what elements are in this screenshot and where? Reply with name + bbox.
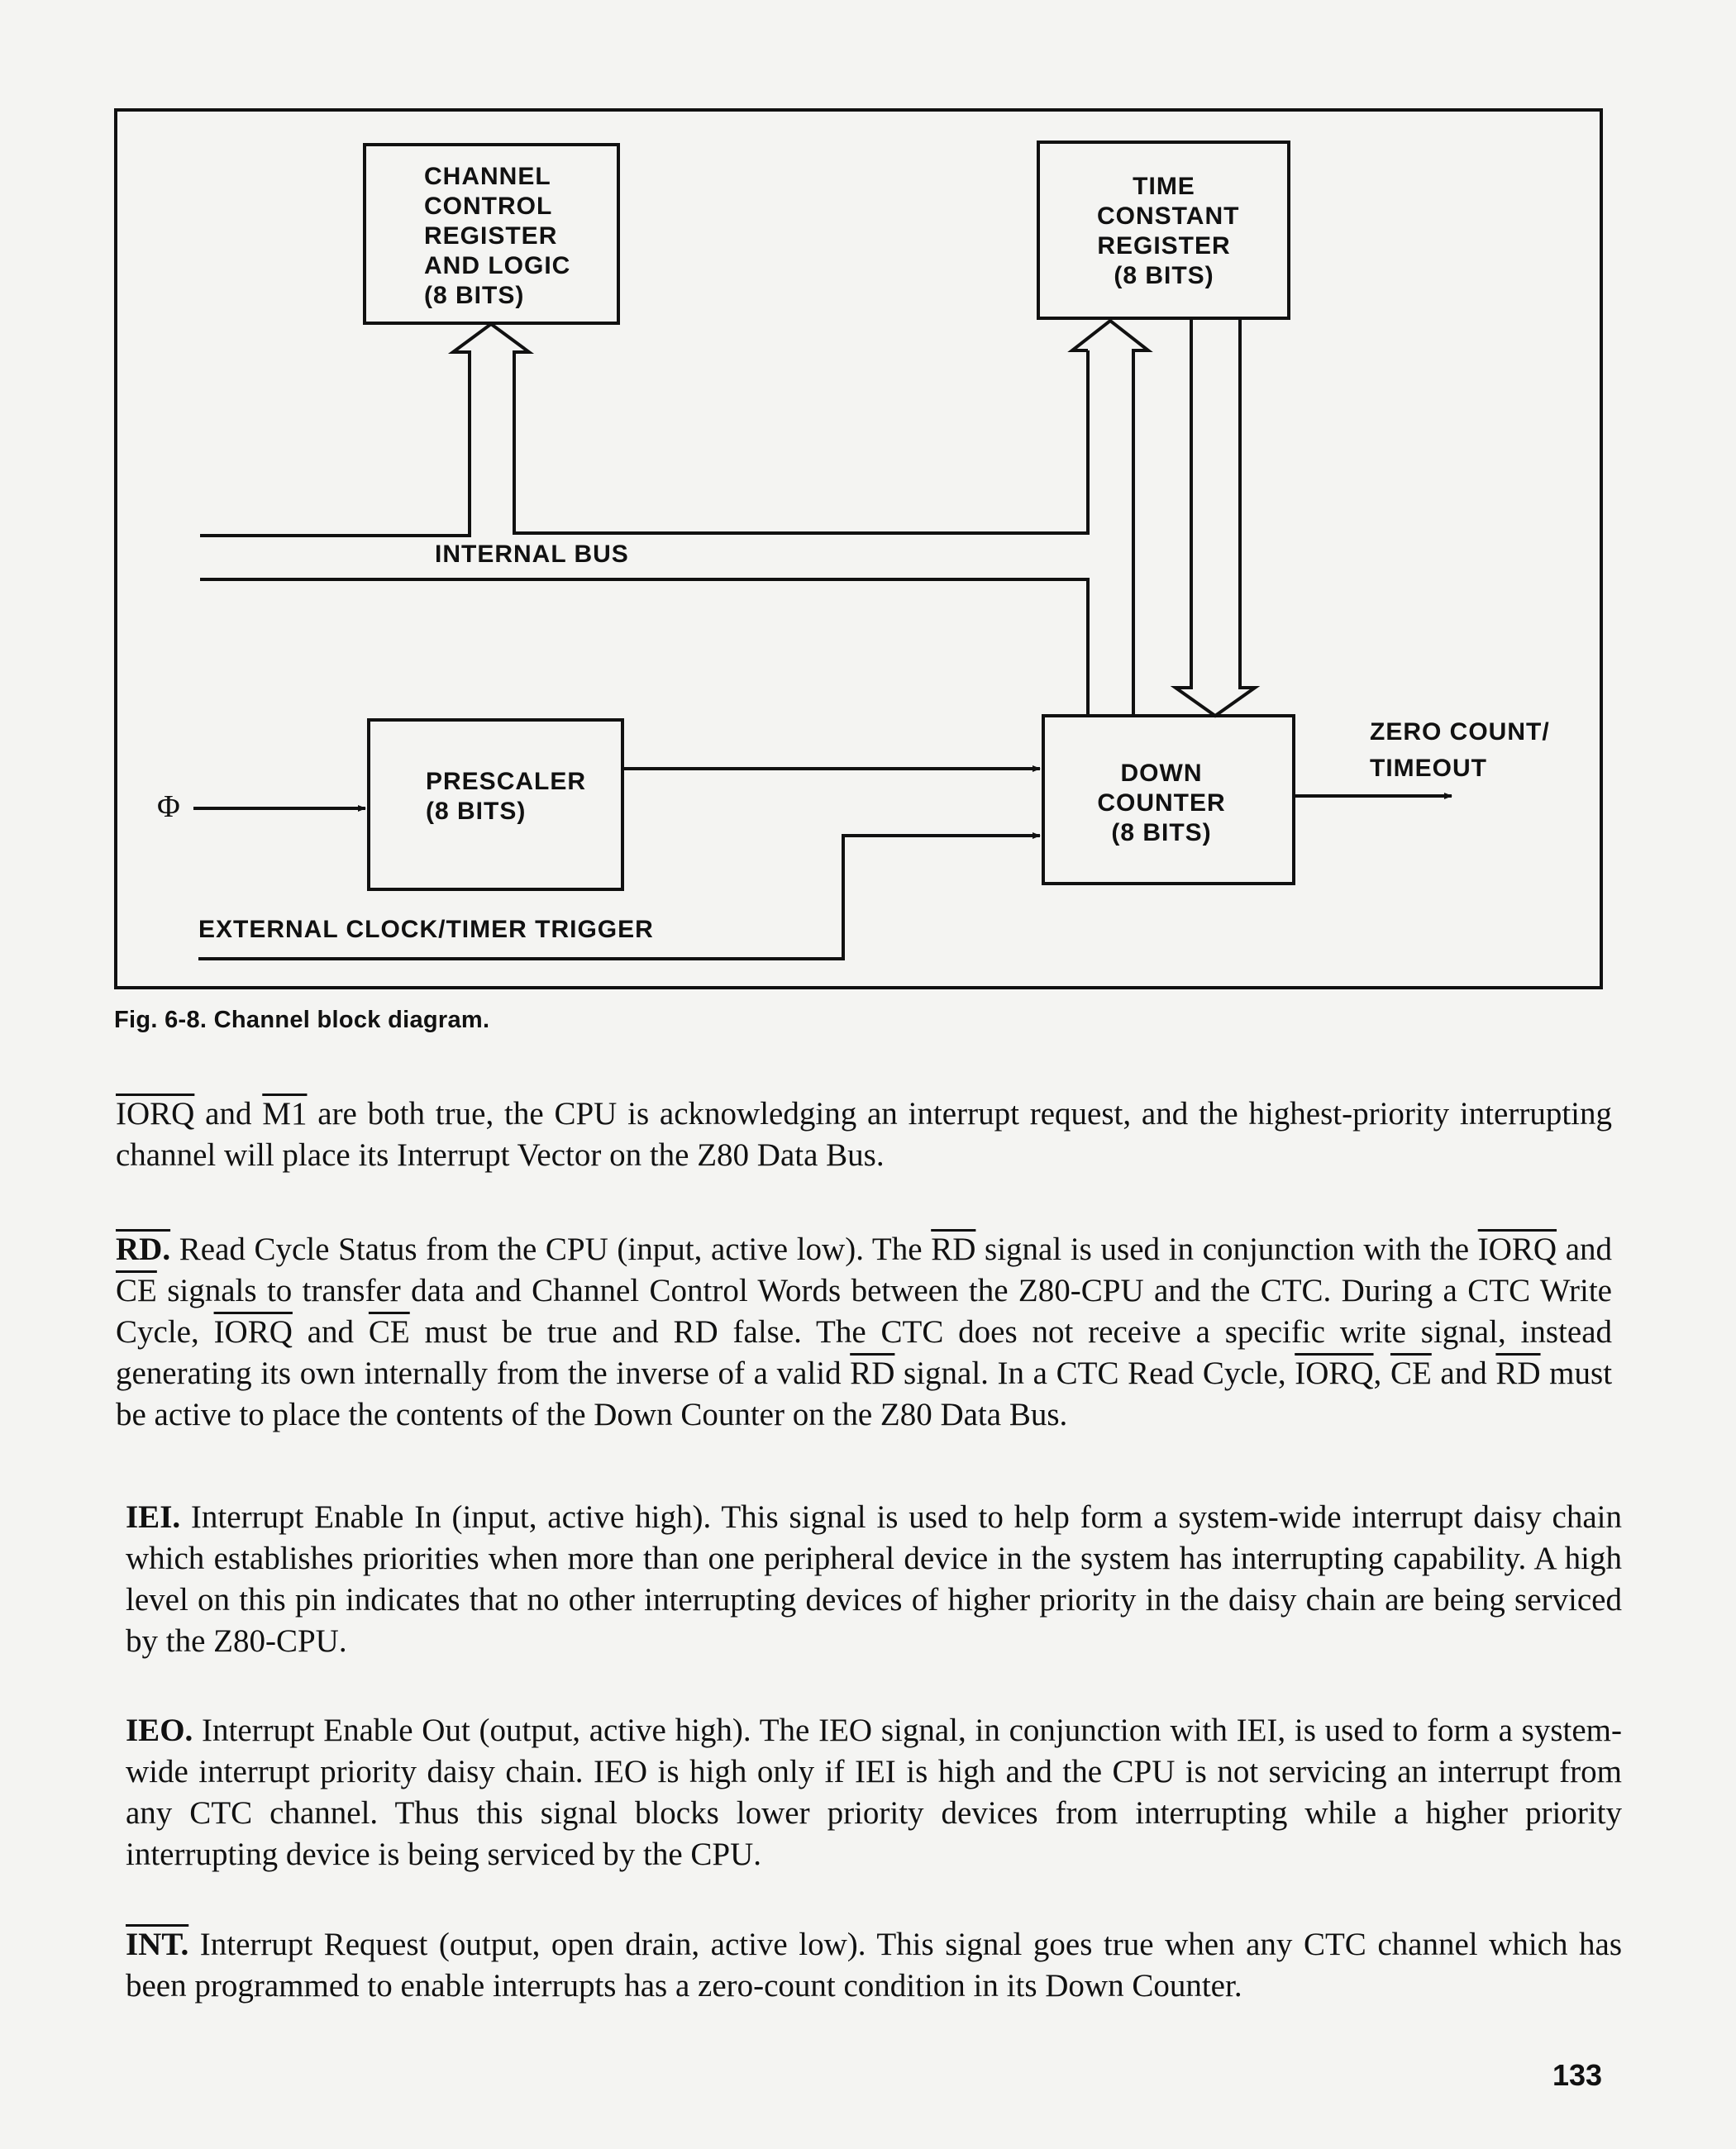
text-run: Read Cycle Status from the CPU (input, active low). The xyxy=(170,1232,932,1267)
block-line: REGISTER xyxy=(424,222,558,250)
rd-signal: $\overline{RD}$ xyxy=(1495,1356,1541,1391)
paragraph-text xyxy=(116,1094,1612,1176)
prescaler-block-label xyxy=(426,767,586,827)
figure-caption: Fig. 6-8. Channel block diagram. xyxy=(114,1007,490,1033)
text-run: and xyxy=(1431,1356,1496,1391)
iei-term: IEI. xyxy=(126,1499,181,1535)
text-run: , xyxy=(1373,1356,1390,1391)
diagram-frame xyxy=(116,110,1601,988)
text-run: and xyxy=(1557,1232,1613,1267)
block-line: AND LOGIC xyxy=(424,252,571,279)
block-line: COUNTER xyxy=(1097,789,1226,817)
down-counter-block-label xyxy=(1091,759,1232,848)
channel-control-block-label xyxy=(424,162,570,311)
block-line: CONTROL xyxy=(424,193,553,220)
ieo-term: IEO. xyxy=(126,1713,193,1748)
block-line: TIME xyxy=(1133,173,1195,200)
diagram-lines xyxy=(0,0,1736,1025)
block-line: PRESCALER xyxy=(426,768,587,795)
internal-bus-lower-line xyxy=(200,579,1088,716)
rd-signal: $\overline{RD}$ xyxy=(850,1356,895,1391)
bus-arrow-down-counter xyxy=(1176,318,1255,716)
text-run: signals to transfer data and Channel Control Words between the Z80-CPU and the CTC. During a CTC Write Cycle, xyxy=(116,1273,1612,1350)
iorq-signal: IORQ xyxy=(116,1096,195,1132)
zero-count-label: ZERO COUNT/ xyxy=(1370,718,1550,746)
internal-bus-label: INTERNAL BUS xyxy=(435,541,629,568)
block-line: REGISTER xyxy=(1097,232,1231,260)
text-run: are both true, the CPU is acknowledging an interrupt request, and the highest-priority interrupting channel will place its Interrupt Vector on the Z80 Data Bus. xyxy=(116,1096,1613,1173)
phi-symbol: Φ xyxy=(157,789,180,824)
paragraph-continuation xyxy=(116,1094,1612,1176)
text-run: Interrupt Enable Out (output, active high). The IEO signal, in conjunction with IEI, is used to form a system-wide interrupt priority daisy chain. IEO is high only if IEI is high and the CPU is not servicing an interrupt from any CTC channel. Thus this signal blocks lower priority devices from interrupting while a higher priority interrupting device is being serviced by the CPU. xyxy=(126,1713,1622,1872)
ce-signal: $\overline{CE}$ xyxy=(368,1314,410,1350)
block-line: (8 BITS) xyxy=(1111,819,1212,846)
text-run: and xyxy=(194,1096,263,1132)
paragraph-iei xyxy=(126,1497,1622,1662)
block-line: (8 BITS) xyxy=(1114,262,1214,289)
iorq-signal: IORQ xyxy=(213,1314,293,1350)
ce-signal: $\overline{CE}$ xyxy=(1390,1356,1432,1391)
text-run: Interrupt Enable In (input, active high). This signal is used to help form a system-wide interrupt daisy chain which establishes priorities when more than one peripheral device in the system has interrupting capability. A high level on this pin indicates that no other interrupting devices of higher priority in the daisy chain are being serviced by the Z80-CPU. xyxy=(126,1499,1622,1659)
ce-signal: $\overline{CE}$ xyxy=(116,1273,157,1308)
text-run: and xyxy=(292,1314,369,1350)
block-line: DOWN xyxy=(1120,760,1203,787)
external-clock-label: EXTERNAL CLOCK/TIMER TRIGGER xyxy=(198,916,654,943)
block-line: (8 BITS) xyxy=(426,798,527,825)
iorq-signal: IORQ xyxy=(1295,1356,1374,1391)
m1-signal: M1 xyxy=(262,1096,308,1132)
timeout-label: TIMEOUT xyxy=(1370,755,1487,782)
int-term: INT. xyxy=(126,1927,189,1962)
paragraph-text xyxy=(126,1710,1622,1875)
bus-arrow-channel-control xyxy=(200,324,1088,536)
text-run: signal is used in conjunction with the xyxy=(975,1232,1478,1267)
bus-arrow-time-constant xyxy=(1072,321,1148,716)
iorq-signal: IORQ xyxy=(1477,1232,1557,1267)
text-run: must be active to place the contents of the Down Counter on the Z80 Data Bus. xyxy=(116,1356,1613,1432)
paragraph-text xyxy=(126,1924,1622,2007)
text-run: must be true and RD false. The CTC does not receive a specific write signal, instead generating its own internally from the inverse of a valid xyxy=(116,1314,1612,1391)
paragraph-ieo xyxy=(126,1710,1622,1875)
rd-term: RD. xyxy=(116,1232,171,1267)
time-constant-block-label xyxy=(1097,172,1240,291)
block-line: CONSTANT xyxy=(1097,203,1240,230)
rd-signal: $\overline{RD}$ xyxy=(931,1232,976,1267)
text-run: Interrupt Request (output, open drain, active low). This signal goes true when any CTC channel which has been programmed to enable interrupts has a zero-count condition in its Down Counter. xyxy=(126,1927,1622,2004)
paragraph-rd xyxy=(116,1229,1612,1436)
block-line: (8 BITS) xyxy=(424,282,525,309)
block-line: CHANNEL xyxy=(424,163,551,190)
paragraph-text xyxy=(126,1497,1622,1662)
channel-block-diagram xyxy=(0,0,1736,1025)
paragraph-text xyxy=(116,1229,1612,1436)
paragraph-int xyxy=(126,1924,1622,2007)
page-number: 133 xyxy=(1552,2058,1603,2092)
text-run: signal. In a CTC Read Cycle, xyxy=(894,1356,1295,1391)
